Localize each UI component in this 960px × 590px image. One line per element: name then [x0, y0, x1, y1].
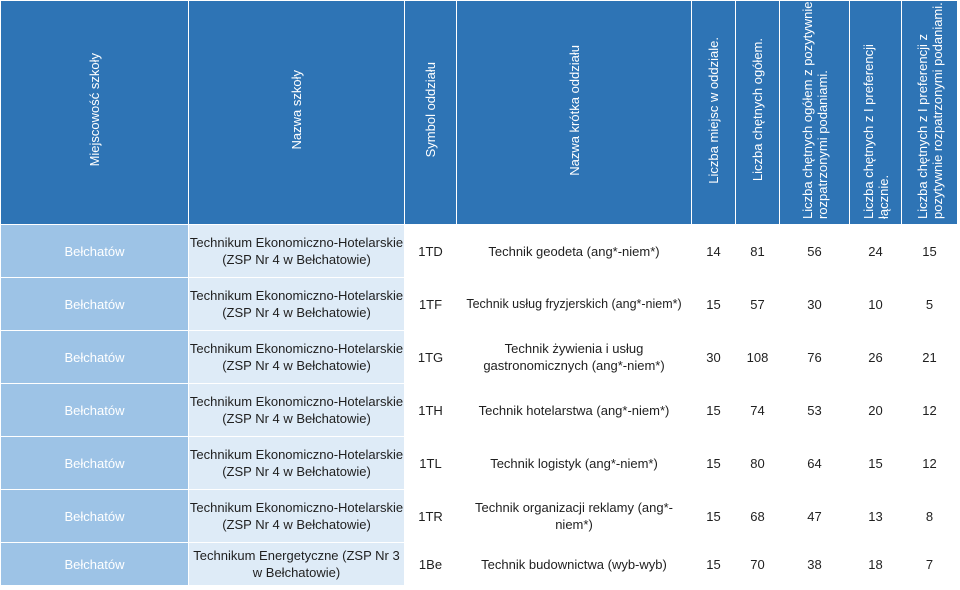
cell-short-name: Technik organizacji reklamy (ang*-niem*)	[457, 490, 692, 543]
table-row	[1, 437, 958, 490]
cell-pref1: 24	[850, 225, 902, 278]
cell-pref1-positive: 12	[902, 437, 958, 490]
cell-school: Technikum Ekonomiczno-Hotelarskie (ZSP Nr 4 w Bełchatowie)	[189, 437, 405, 490]
cell-total: 70	[736, 543, 780, 586]
cell-school: Technikum Ekonomiczno-Hotelarskie (ZSP Nr 4 w Bełchatowie)	[189, 331, 405, 384]
cell-school: Technikum Energetyczne (ZSP Nr 3 w Bełchatowie)	[189, 543, 405, 586]
table-row	[1, 384, 958, 437]
cell-symbol: 1TH	[405, 384, 457, 437]
col-header-short-name: Nazwa krótka oddziału	[457, 1, 692, 225]
cell-symbol: 1TR	[405, 490, 457, 543]
cell-pref1-positive: 21	[902, 331, 958, 384]
table-row	[1, 278, 958, 331]
cell-places: 15	[692, 543, 736, 586]
cell-total: 57	[736, 278, 780, 331]
cell-pref1: 26	[850, 331, 902, 384]
cell-places: 15	[692, 384, 736, 437]
cell-town: Bełchatów	[1, 384, 189, 437]
cell-symbol: 1TG	[405, 331, 457, 384]
cell-town: Bełchatów	[1, 490, 189, 543]
cell-total-positive: 38	[780, 543, 850, 586]
cell-places: 15	[692, 437, 736, 490]
table-row	[1, 543, 958, 586]
cell-total: 81	[736, 225, 780, 278]
table-row	[1, 490, 958, 543]
col-header-total: Liczba chętnych ogółem.	[736, 1, 780, 225]
cell-symbol: 1Be	[405, 543, 457, 586]
cell-short-name: Technik budownictwa (wyb-wyb)	[457, 543, 692, 586]
cell-total-positive: 30	[780, 278, 850, 331]
cell-pref1-positive: 8	[902, 490, 958, 543]
cell-places: 15	[692, 278, 736, 331]
cell-total-positive: 76	[780, 331, 850, 384]
cell-total-positive: 53	[780, 384, 850, 437]
cell-school: Technikum Ekonomiczno-Hotelarskie (ZSP Nr 4 w Bełchatowie)	[189, 490, 405, 543]
cell-total-positive: 64	[780, 437, 850, 490]
col-header-school: Nazwa szkoły	[189, 1, 405, 225]
cell-town: Bełchatów	[1, 331, 189, 384]
col-header-pref1-positive: Liczba chętnych z I preferencji z pozytywnie rozpatrzonymi podaniami.	[902, 1, 958, 225]
cell-pref1: 13	[850, 490, 902, 543]
table-row	[1, 225, 958, 278]
cell-pref1-positive: 15	[902, 225, 958, 278]
table-row	[1, 331, 958, 384]
col-header-pref1: Liczba chętnych z I preferencji łącznie.	[850, 1, 902, 225]
cell-school: Technikum Ekonomiczno-Hotelarskie (ZSP Nr 4 w Bełchatowie)	[189, 278, 405, 331]
cell-total: 108	[736, 331, 780, 384]
cell-school: Technikum Ekonomiczno-Hotelarskie (ZSP Nr 4 w Bełchatowie)	[189, 384, 405, 437]
cell-short-name: Technik geodeta (ang*-niem*)	[457, 225, 692, 278]
cell-pref1-positive: 5	[902, 278, 958, 331]
col-header-total-positive: Liczba chętnych ogółem z pozytywnie rozpatrzonymi podaniami.	[780, 1, 850, 225]
cell-town: Bełchatów	[1, 543, 189, 586]
cell-places: 14	[692, 225, 736, 278]
cell-school: Technikum Ekonomiczno-Hotelarskie (ZSP Nr 4 w Bełchatowie)	[189, 225, 405, 278]
cell-town: Bełchatów	[1, 278, 189, 331]
cell-town: Bełchatów	[1, 225, 189, 278]
cell-places: 30	[692, 331, 736, 384]
cell-symbol: 1TL	[405, 437, 457, 490]
cell-pref1: 15	[850, 437, 902, 490]
cell-short-name: Technik logistyk (ang*-niem*)	[457, 437, 692, 490]
cell-places: 15	[692, 490, 736, 543]
col-header-places: Liczba miejsc w oddziale.	[692, 1, 736, 225]
cell-total-positive: 56	[780, 225, 850, 278]
col-header-symbol: Symbol oddziału	[405, 1, 457, 225]
cell-total: 68	[736, 490, 780, 543]
cell-short-name: Technik żywienia i usług gastronomicznych (ang*-niem*)	[457, 331, 692, 384]
cell-pref1-positive: 7	[902, 543, 958, 586]
cell-pref1: 10	[850, 278, 902, 331]
cell-pref1: 18	[850, 543, 902, 586]
cell-short-name: Technik hotelarstwa (ang*-niem*)	[457, 384, 692, 437]
cell-pref1: 20	[850, 384, 902, 437]
header-row	[1, 1, 958, 225]
cell-symbol: 1TF	[405, 278, 457, 331]
cell-total: 80	[736, 437, 780, 490]
cell-pref1-positive: 12	[902, 384, 958, 437]
col-header-town: Miejscowość szkoły	[1, 1, 189, 225]
cell-symbol: 1TD	[405, 225, 457, 278]
cell-short-name: Technik usług fryzjerskich (ang*-niem*)	[457, 278, 692, 331]
cell-town: Bełchatów	[1, 437, 189, 490]
cell-total-positive: 47	[780, 490, 850, 543]
cell-total: 74	[736, 384, 780, 437]
